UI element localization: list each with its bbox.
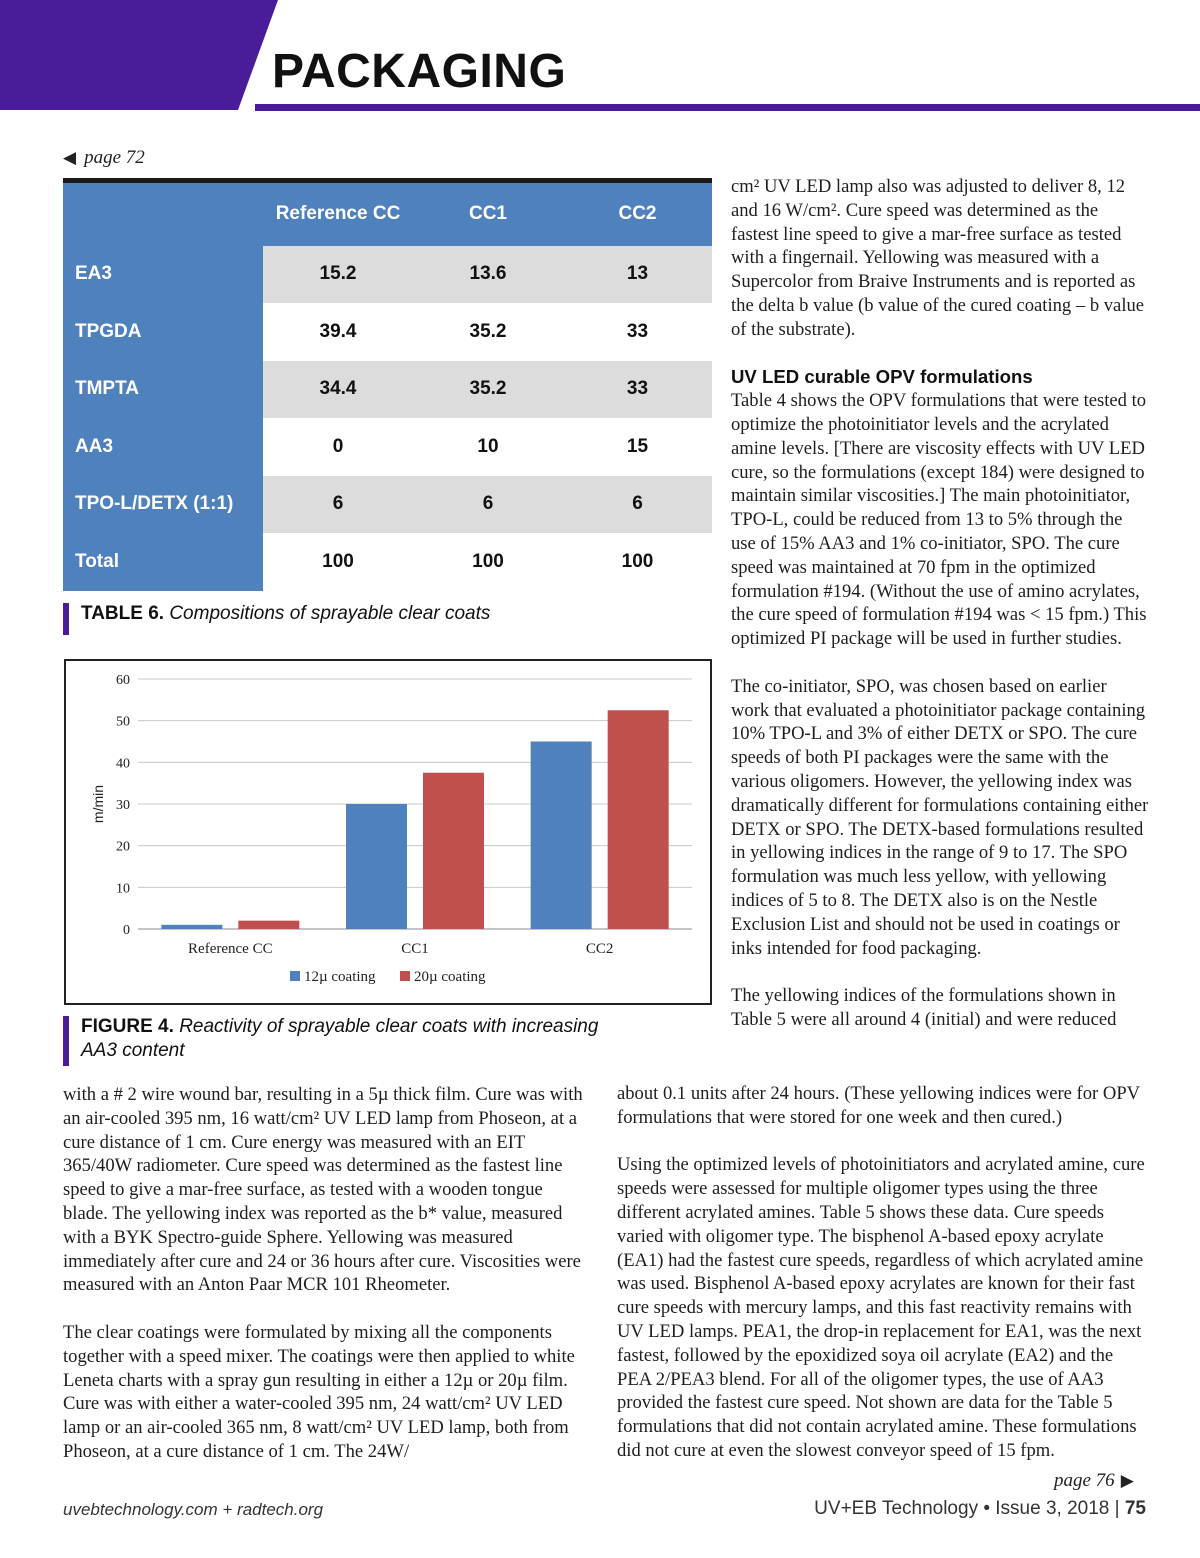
table-cell: 39.4 [263, 303, 413, 361]
page-ref-next[interactable] [1054, 1470, 1134, 1492]
table-cell: 13 [563, 246, 712, 304]
caption-label: FIGURE 4. [81, 1016, 174, 1037]
page-ref-previous-text: page 72 [84, 147, 145, 168]
y-tick-label: 20 [116, 839, 130, 855]
paragraph: The clear coatings were formulated by mixing all the components together with a speed mixer. The coatings were then applied to white Leneta charts with a spray gun resulting in either a 12µ or 20µ film. Cure was with either a water-cooled 395 nm, 24 watt/cm² UV LED lamp or an air-cooled 365 nm, 8 watt/cm² UV LED lamp, both from Phoseon, at a cure distance of 1 cm. The 24W/ [63, 1321, 575, 1462]
section-title: PACKAGING [272, 45, 567, 98]
table-header-cell [63, 181, 263, 246]
caption-label: TABLE 6. [81, 603, 165, 624]
bar [531, 742, 592, 930]
legend-label: 20µ coating [414, 969, 486, 985]
bar [346, 804, 407, 929]
bar [423, 773, 484, 929]
row-label: AA3 [63, 418, 263, 476]
table-row [63, 246, 712, 304]
table-row [63, 533, 712, 591]
table-cell: 6 [263, 476, 413, 534]
table-header-row [63, 181, 712, 246]
x-tick-label: CC1 [401, 941, 429, 957]
table-header-cell: Reference CC [263, 181, 413, 246]
bar-chart [66, 661, 710, 1003]
table-6 [63, 178, 712, 591]
figure-4-chart [64, 659, 712, 1005]
table-cell: 34.4 [263, 361, 413, 419]
y-axis-label: m/min [90, 784, 106, 824]
table-cell: 35.2 [413, 303, 563, 361]
paragraph: Using the optimized levels of photoinitiators and acrylated amine, cure speeds were assessed for multiple oligomer types using the three different acrylated amines. Table 5 shows these data. Cure speeds varied with oligomer type. The bisphenol A-based epoxy acrylate (EA1) had the fastest cure speeds, regardless of which acrylated amine was used. Bisphenol A-based epoxy acrylates are known for their fast cure speeds with mercury lamps, and this fast reactivity remains with UV LED lamps. PEA1, the drop-in replacement for EA1, was the next fastest, followed by the epoxidized soya oil acrylate (EA2) and the PEA 2/PEA3 blend. For all of the oligomer types, the use of AA3 provided the fastest cure speed. Not shown are data for the Table 5 formulations that did not contain acrylated amine. These formulations did not cure at even the slowest conveyor speed of 15 fpm. [617, 1154, 1145, 1461]
y-tick-label: 40 [116, 756, 130, 772]
table-cell: 33 [563, 361, 712, 419]
y-tick-label: 60 [116, 673, 130, 688]
legend-swatch [400, 971, 410, 981]
row-label: EA3 [63, 246, 263, 304]
paragraph: about 0.1 units after 24 hours. (These yellowing indices were for OPV formulations that were stored for one week and then cured.) [617, 1083, 1140, 1128]
bar [608, 710, 669, 929]
x-tick-label: Reference CC [188, 941, 273, 957]
y-tick-label: 50 [116, 714, 130, 730]
right-column [731, 175, 1149, 1032]
table-cell: 6 [413, 476, 563, 534]
page-ref-next-text: page 76 [1054, 1470, 1115, 1491]
x-tick-label: CC2 [585, 941, 614, 957]
table-cell: 13.6 [413, 246, 563, 304]
paragraph: Table 4 shows the OPV formulations that were tested to optimize the photoinitiator levels and the acrylated amine levels. [There are viscosity effects with UV LED cure, so the formulations (except 184) were designed to maintain similar viscosities.] The main photoinitiator, TPO-L, could be reduced from 13 to 5% through the use of 15% AA3 and 1% co-initiator, SPO. The cure speed was maintained at 70 fpm in the optimized formulation #194. (Without the use of amino acrylates, the cure speed of formulation #194 was < 15 fpm.) This optimized PI package will be used in further studies. [731, 390, 1147, 650]
arrow-left-icon: ◀ [63, 148, 77, 167]
header-accent-line [255, 104, 1200, 111]
table-cell: 100 [263, 533, 413, 591]
table-6-caption [81, 602, 490, 626]
row-label: TPO-L/DETX (1:1) [63, 476, 263, 534]
table-row [63, 418, 712, 476]
bar [238, 921, 299, 929]
right-column-lower [617, 1082, 1147, 1463]
table-cell: 15.2 [263, 246, 413, 304]
arrow-right-icon: ▶ [1120, 1471, 1134, 1490]
row-label: TMPTA [63, 361, 263, 419]
table-cell: 100 [563, 533, 712, 591]
footer-websites: uvebtechnology.com + radtech.org [63, 1500, 324, 1519]
left-column [63, 1083, 590, 1464]
y-tick-label: 30 [116, 798, 130, 813]
table-header-cell: CC1 [413, 181, 563, 246]
caption-accent-bar [63, 603, 69, 635]
table-cell: 15 [563, 418, 712, 476]
table-cell: 6 [563, 476, 712, 534]
table-cell: 33 [563, 303, 712, 361]
table-cell: 100 [413, 533, 563, 591]
paragraph: The yellowing indices of the formulations shown in Table 5 were all around 4 (initial) and were reduced [731, 985, 1117, 1030]
row-label: Total [63, 533, 263, 591]
paragraph: cm² UV LED lamp also was adjusted to deliver 8, 12 and 16 W/cm². Cure speed was determined as the fastest line speed to give a mar-free surface as tested with a fingernail. Yellowing was measured with a Supercolor from Braive Instruments and is reported as the delta b value (b value of the cured coating – b value of the substrate). [731, 176, 1145, 340]
bar [161, 925, 222, 929]
table-cell: 10 [413, 418, 563, 476]
caption-text-line-1: Reactivity of sprayable clear coats with increasing [179, 1016, 599, 1037]
page-ref-previous[interactable] [63, 147, 145, 169]
footer-issue: UV+EB Technology • Issue 3, 2018 | [814, 1498, 1125, 1519]
footer-publication [814, 1498, 1146, 1520]
table-row [63, 303, 712, 361]
table-row [63, 476, 712, 534]
table-row [63, 361, 712, 419]
legend-label: 12µ coating [304, 969, 376, 985]
caption-text: Compositions of sprayable clear coats [169, 603, 491, 624]
page-number: 75 [1124, 1498, 1146, 1519]
table-cell: 0 [263, 418, 413, 476]
caption-text-line-2: AA3 content [81, 1040, 185, 1061]
y-tick-label: 0 [123, 923, 130, 938]
subhead: UV LED curable OPV formulations [731, 366, 1033, 388]
paragraph: The co-initiator, SPO, was chosen based on earlier work that evaluated a photoinitiator package containing 10% TPO-L and 3% of either DETX or SPO. The cure speeds of both PI packages were the same with the various oligomers. However, the yellowing index was dramatically different for formulations containing either DETX or SPO. The DETX-based formulations resulted in yellowing indices in the range of 9 to 17. The SPO formulation was much less yellow, with yellowing indices of 5 to 8. The DETX also is on the Nestle Exclusion List and should not be used in coatings or inks intended for food packaging. [731, 675, 1149, 959]
figure-4-caption [81, 1015, 598, 1063]
caption-accent-bar [63, 1016, 69, 1066]
paragraph: with a # 2 wire wound bar, resulting in a 5µ thick film. Cure was with an air-cooled 395 nm, 16 watt/cm² UV LED lamp from Phoseon, at a cure distance of 1 cm. Cure energy was measured with an EIT 365/40W radiometer. Cure speed was determined as the fastest line speed to give a mar-free surface, as tested with a wooden tongue blade. The yellowing index was reported as the b* value, measured with a BYK Spectro-guide Sphere. Yellowing was measured immediately after cure and 24 or 36 hours after cure. Viscosities were measured with an Anton Paar MCR 101 Rheometer. [63, 1084, 583, 1296]
table-cell: 35.2 [413, 361, 563, 419]
header-accent-block [0, 0, 278, 110]
table-header-cell: CC2 [563, 181, 712, 246]
y-tick-label: 10 [116, 881, 130, 897]
row-label: TPGDA [63, 303, 263, 361]
legend-swatch [290, 971, 300, 981]
